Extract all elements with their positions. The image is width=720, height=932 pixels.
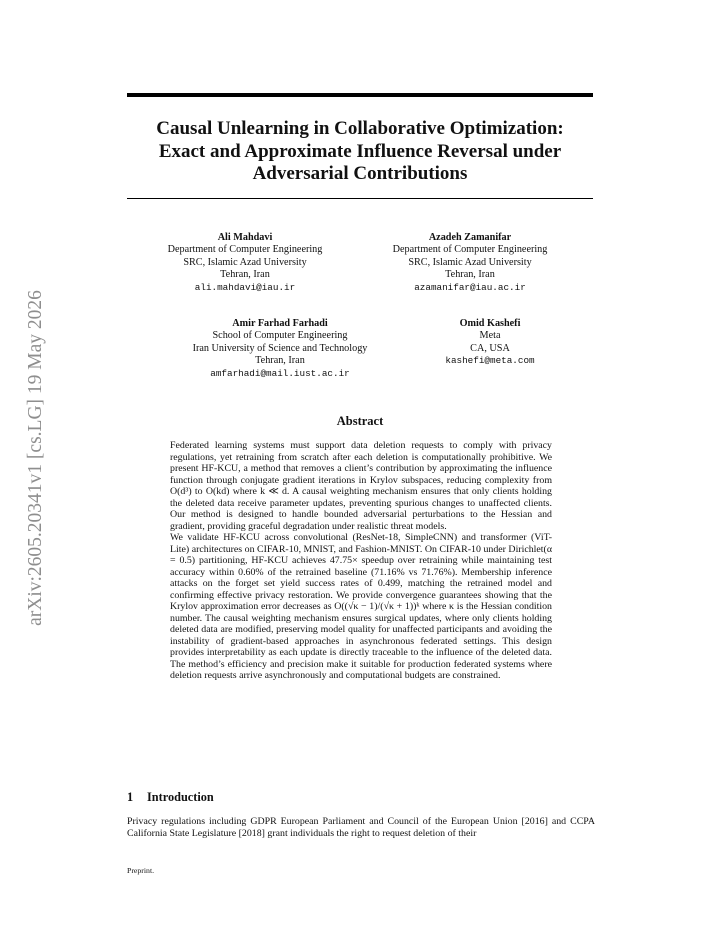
section-title: Introduction [147, 790, 214, 804]
author-dept: Department of Computer Engineering [392, 244, 548, 256]
author-block [405, 318, 575, 368]
author-org: SRC, Islamic Azad University [408, 256, 532, 268]
author-email[interactable]: azamanifar@iau.ac.ir [414, 281, 526, 293]
title-rule-top [127, 93, 593, 97]
author-dept: Meta [479, 330, 501, 342]
author-location: Tehran, Iran [255, 355, 305, 367]
author-name: Azadeh Zamanifar [428, 232, 512, 243]
section-heading [127, 790, 214, 805]
title-line: Adversarial Contributions [252, 163, 468, 184]
abstract-paragraph: Federated learning systems must support data deletion requests to comply with privacy regulations, yet retraining from scratch after each deletion is computationally prohibitive. We present HF-KCU, a method that removes a client’s contribution by approximating the influence function through conjugate gradient iterations in Krylov subspaces, reducing complexity from O(d³) to O(kd) where k ≪ d. A causal weighting mechanism ensures that only clients holding the deleted data receive parameter updates, preventing spurious changes to unaffected clients. Our method is designed to handle bounded adversarial perturbations to the Hessian and gradient, providing graceful degradation under realistic threat models. [170, 440, 552, 532]
author-block [140, 232, 350, 294]
author-block [370, 232, 570, 294]
author-email[interactable]: amfarhadi@mail.iust.ac.ir [210, 367, 350, 379]
section-number: 1 [127, 790, 134, 804]
author-dept: School of Computer Engineering [212, 330, 348, 342]
author-block [165, 318, 395, 380]
author-name: Ali Mahdavi [217, 232, 273, 243]
abstract-heading: Abstract [336, 414, 384, 428]
footer-note: Preprint. [127, 866, 155, 875]
author-org: CA, USA [470, 342, 510, 354]
abstract-body [170, 440, 552, 682]
author-name: Amir Farhad Farhadi [232, 318, 328, 329]
arxiv-identifier: arXiv:2605.20341v1 [cs.LG] 19 May 2026 [25, 290, 46, 626]
author-email[interactable]: kashefi@meta.com [445, 355, 535, 367]
author-org: SRC, Islamic Azad University [183, 256, 307, 268]
author-location: Tehran, Iran [220, 269, 270, 281]
title-line: Causal Unlearning in Collaborative Optimization: [156, 118, 564, 139]
author-dept: Department of Computer Engineering [167, 244, 323, 256]
arxiv-sidebar [24, 258, 48, 658]
abstract-paragraph: We validate HF-KCU across convolutional (ResNet-18, SimpleCNN) and transformer (ViT-Lite) architectures on CIFAR-10, MNIST, and Fashion-MNIST. On CIFAR-10 under Dirichlet(α = 0.5) partitioning, HF-KCU achieves 47.75× speedup over retraining while maintaining test accuracy within 0.60% of the retrained baseline (71.16% vs 71.76%). Membership inference attacks on the forget set yield success rates of 0.499, matching the retrained model and confirming effective privacy restoration. We provide convergence guarantees showing that the Krylov approximation error decreases as O((√κ − 1)/(√κ + 1))ᵏ where κ is the Hessian condition number. The causal weighting mechanism ensures surgical updates, where only clients holding deleted data are modified, preserving model quality for unaffected participants and avoiding the instability of gradient-based approaches in asynchronous federated settings. This design provides interpretability as each update is directly traceable to the influence of the deleted data. The method’s efficiency and precision make it suitable for production federated systems where deletion requests arrive asynchronously and computational budgets are constrained. [170, 532, 552, 681]
intro-paragraph: Privacy regulations including GDPR European Parliament and Council of the European Union [2016] and CCPA California State Legislature [2018] grant individuals the right to request deletion of their [127, 816, 595, 840]
title-line: Exact and Approximate Influence Reversal under [158, 140, 562, 162]
title-rule-bottom [127, 198, 593, 199]
paper-title [127, 118, 593, 186]
author-name: Omid Kashefi [459, 318, 521, 329]
author-location: Tehran, Iran [445, 269, 495, 281]
author-email[interactable]: ali.mahdavi@iau.ir [194, 281, 296, 293]
author-org: Iran University of Science and Technology [192, 342, 368, 354]
